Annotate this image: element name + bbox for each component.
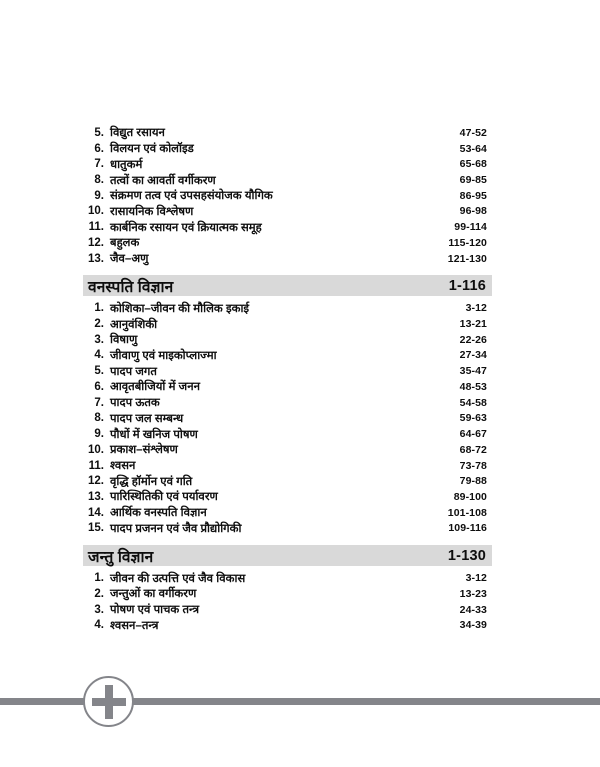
chapter-number: 10.: [88, 205, 104, 218]
chapter-number: 13.: [88, 490, 104, 503]
chapter-page-range: 96-98: [459, 205, 487, 218]
toc-row: [83, 395, 492, 411]
chapter-number: 11.: [88, 459, 104, 472]
chapter-title: वृद्धि हॉर्मोन एवं गति: [110, 475, 193, 488]
chapter-title: रासायनिक विश्लेषण: [110, 205, 194, 218]
chapter-title: आवृतबीजियों में जनन: [110, 381, 200, 394]
chapter-page-range: 34-39: [459, 619, 487, 632]
chapter-number: 7.: [94, 396, 104, 409]
toc-section: [83, 545, 492, 633]
chapter-title: विलयन एवं कोलॉइड: [110, 143, 194, 156]
chapter-page-range: 86-95: [459, 189, 487, 202]
chapter-title: जन्तुओं का वर्गीकरण: [110, 588, 197, 601]
toc-row: [83, 332, 492, 348]
chapter-number: 3.: [94, 333, 104, 346]
toc-row: [83, 219, 492, 235]
chapter-page-range: 99-114: [454, 221, 487, 234]
table-of-contents: [83, 124, 492, 633]
chapter-page-range: 64-67: [459, 428, 487, 441]
chapter-number: 1.: [94, 572, 104, 585]
chapter-page-range: 65-68: [459, 158, 487, 171]
toc-row: [83, 617, 492, 633]
toc-section: [83, 275, 492, 536]
chapter-number: 1.: [94, 302, 104, 315]
plus-icon-vertical-bar: [105, 685, 113, 719]
toc-row: [83, 442, 492, 458]
chapter-page-range: 35-47: [459, 365, 487, 378]
chapter-number: 11.: [88, 221, 104, 234]
section-title: वनस्पति विज्ञान: [88, 278, 174, 296]
chapter-page-range: 13-21: [459, 318, 487, 331]
chapter-title: जीवन की उत्पत्ति एवं जैव विकास: [110, 572, 246, 585]
chapter-title: तत्वों का आवर्ती वर्गीकरण: [110, 174, 216, 187]
chapter-number: 5.: [94, 126, 104, 139]
chapter-number: 15.: [88, 522, 104, 535]
toc-row: [83, 426, 492, 442]
chapter-page-range: 54-58: [459, 396, 487, 409]
chapter-number: 4.: [94, 349, 104, 362]
chapter-page-range: 121-130: [447, 252, 487, 265]
chapter-page-range: 79-88: [459, 475, 487, 488]
chapter-number: 6.: [94, 142, 104, 155]
chapter-title: विषाणु: [110, 334, 138, 347]
chapter-page-range: 22-26: [459, 333, 487, 346]
toc-row: [83, 204, 492, 220]
toc-row: [83, 235, 492, 251]
toc-row: [83, 602, 492, 618]
chapter-title: पौधों में खनिज पोषण: [110, 428, 198, 441]
toc-row: [83, 473, 492, 489]
chapter-number: 9.: [94, 428, 104, 441]
toc-row: [83, 363, 492, 379]
chapter-title: बहुलक: [110, 237, 140, 250]
chapter-title: पादप ऊतक: [110, 397, 160, 410]
toc-row: [83, 125, 492, 141]
chapter-page-range: 89-100: [453, 490, 487, 503]
chapter-title: पादप जगत: [110, 365, 157, 378]
chapter-page-range: 109-116: [448, 522, 487, 535]
chapter-number: 2.: [94, 318, 104, 331]
section-page-range: 1-130: [447, 547, 486, 564]
chapter-page-range: 115-120: [448, 236, 487, 249]
toc-row: [83, 379, 492, 395]
chapter-title: जैव–अणु: [110, 253, 149, 266]
toc-row: [83, 570, 492, 586]
toc-row: [83, 141, 492, 157]
chapter-page-range: 27-34: [459, 349, 487, 362]
chapter-number: 3.: [94, 603, 104, 616]
chapter-page-range: 48-53: [459, 380, 487, 393]
chapter-page-range: 101-108: [447, 506, 487, 519]
toc-row: [83, 300, 492, 316]
chapter-number: 10.: [88, 443, 104, 456]
chapter-page-range: 3-12: [465, 572, 487, 585]
toc-row: [83, 316, 492, 332]
chapter-title: आर्थिक वनस्पति विज्ञान: [110, 507, 207, 520]
chapter-list: [83, 300, 492, 536]
chapter-title: पादप प्रजनन एवं जैव प्रौद्योगिकी: [110, 522, 242, 535]
chapter-title: जीवाणु एवं माइकोप्लाज्मा: [110, 349, 217, 362]
toc-row: [83, 251, 492, 267]
chapter-number: 8.: [94, 412, 104, 425]
toc-row: [83, 188, 492, 204]
chapter-title: प्रकाश–संश्लेषण: [110, 444, 178, 457]
toc-section: [83, 125, 492, 266]
chapter-number: 8.: [94, 174, 104, 187]
chapter-list: [83, 125, 492, 266]
section-page-range: 1-116: [448, 277, 486, 294]
chapter-page-range: 59-63: [459, 412, 487, 425]
chapter-number: 7.: [94, 158, 104, 171]
chapter-number: 14.: [88, 506, 104, 519]
chapter-number: 4.: [94, 619, 104, 632]
chapter-page-range: 53-64: [459, 142, 487, 155]
toc-row: [83, 505, 492, 521]
toc-row: [83, 348, 492, 364]
chapter-title: श्वसन: [110, 460, 136, 473]
section-header: [83, 545, 492, 566]
toc-row: [83, 172, 492, 188]
chapter-title: श्वसन–तन्त्र: [110, 619, 159, 632]
toc-row: [83, 411, 492, 427]
chapter-number: 12.: [88, 475, 104, 488]
chapter-title: कार्बनिक रसायन एवं क्रियात्मक समूह: [110, 221, 262, 234]
chapter-number: 5.: [94, 365, 104, 378]
toc-row: [83, 458, 492, 474]
chapter-number: 9.: [94, 189, 104, 202]
chapter-title: कोशिका–जीवन की मौलिक इकाई: [110, 302, 250, 315]
chapter-page-range: 13-23: [459, 587, 487, 600]
chapter-title: विद्युत रसायन: [110, 127, 165, 140]
chapter-number: 6.: [94, 380, 104, 393]
section-header: [83, 275, 492, 296]
chapter-list: [83, 570, 492, 633]
chapter-page-range: 24-33: [459, 603, 487, 616]
chapter-title: पोषण एवं पाचक तन्त्र: [110, 604, 200, 617]
chapter-title: संक्रमण तत्व एवं उपसहसंयोजक यौगिक: [110, 190, 273, 203]
chapter-number: 12.: [88, 236, 104, 249]
chapter-number: 13.: [88, 252, 104, 265]
toc-row: [83, 521, 492, 537]
section-title: जन्तु विज्ञान: [88, 548, 154, 566]
chapter-title: धातुकर्म: [110, 158, 143, 171]
chapter-title: आनुवंशिकी: [110, 318, 158, 331]
chapter-page-range: 68-72: [459, 443, 487, 456]
toc-row: [83, 489, 492, 505]
chapter-page-range: 73-78: [459, 459, 487, 472]
chapter-title: पादप जल सम्बन्ध: [110, 412, 184, 425]
chapter-page-range: 69-85: [459, 174, 487, 187]
toc-row: [83, 586, 492, 602]
toc-row: [83, 156, 492, 172]
chapter-page-range: 3-12: [465, 302, 487, 315]
plus-registration-icon: [83, 676, 134, 727]
chapter-title: पारिस्थितिकी एवं पर्यावरण: [110, 491, 218, 504]
chapter-number: 2.: [94, 587, 104, 600]
chapter-page-range: 47-52: [459, 126, 487, 139]
